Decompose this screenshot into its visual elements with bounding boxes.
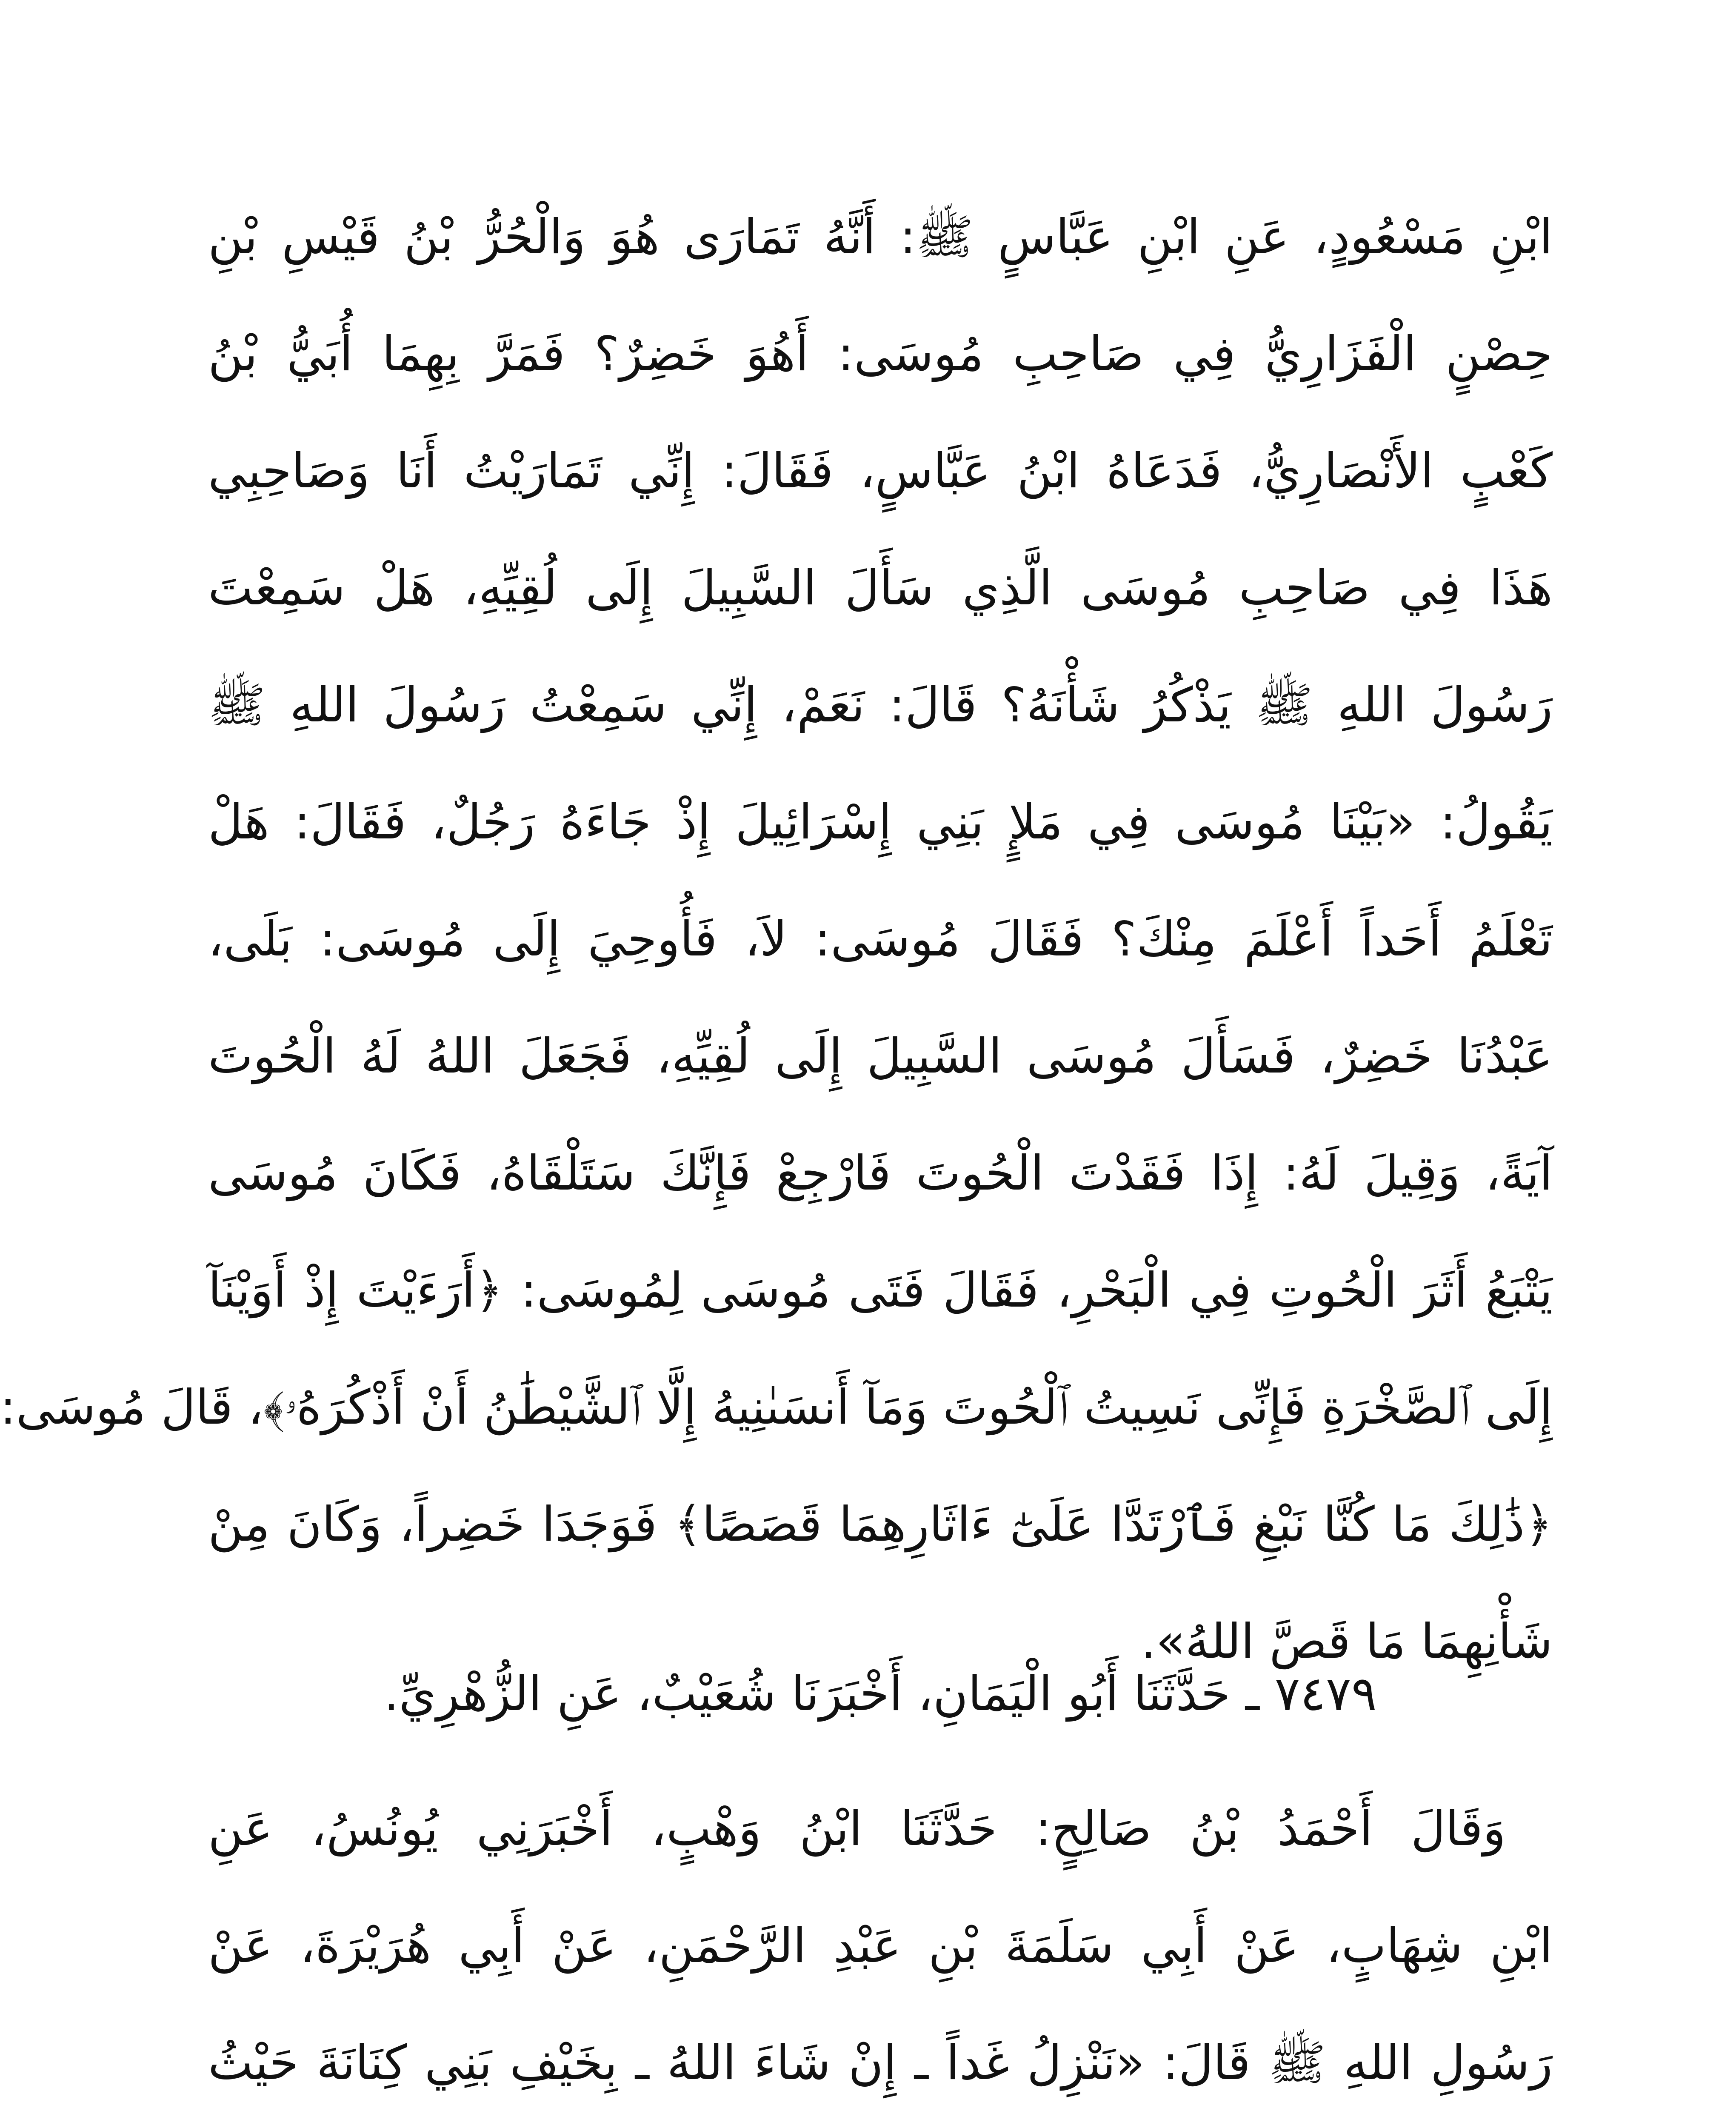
text-line: كَعْبٍ الأَنْصَارِيُّ، فَدَعَاهُ ابْنُ عَبَّاسٍ، فَقَالَ: إِنِّي تَمَارَيْتُ أَنَا وَصَاحِبِي [208, 443, 1553, 499]
text-line: حِصْنٍ الْفَزَارِيُّ فِي صَاحِبِ مُوسَى: أَهُوَ خَضِرٌ؟ فَمَرَّ بِهِمَا أُبَيُّ بْنُ [208, 326, 1553, 382]
text-line: إِلَى ٱلصَّخْرَةِ فَإِنِّى نَسِيتُ ٱلْحُوتَ وَمَآ أَنسَىٰنِيهُ إِلَّا ٱلشَّيْطَٰنُ أَنْ أَذْكُرَهُۥ﴾، قَالَ مُوسَى: [0, 1380, 1553, 1435]
passage-2 [208, 1770, 1553, 2128]
text-line [208, 2122, 1553, 2128]
text-line: يَقُولُ: «بَيْنَا مُوسَى فِي مَلإٍ بَنِي إِسْرَائِيلَ إِذْ جَاءَهُ رَجُلٌ، فَقَالَ: هَلْ [208, 795, 1553, 850]
text-line: وَقَالَ أَحْمَدُ بْنُ صَالِحٍ: حَدَّثَنَا ابْنُ وَهْبٍ، أَخْبَرَنِي يُونُسُ، عَنِ [208, 1801, 1506, 1856]
text-line: رَسُولَ اللهِ ﷺ يَذْكُرُ شَأْنَهُ؟ قَالَ: نَعَمْ، إِنِّي سَمِعْتُ رَسُولَ اللهِ ﷺ [208, 678, 1553, 733]
text-line: عَبْدُنَا خَضِرٌ، فَسَأَلَ مُوسَى السَّبِيلَ إِلَى لُقِيِّهِ، فَجَعَلَ اللهُ لَهُ الْحُوتَ [208, 1029, 1553, 1084]
text-line: شَأْنِهِمَا مَا قَصَّ اللهُ». [1141, 1614, 1553, 1669]
text-line: تَعْلَمُ أَحَداً أَعْلَمَ مِنْكَ؟ فَقَالَ مُوسَى: لاَ، فَأُوحِيَ إِلَى مُوسَى: بَلَى، [208, 912, 1553, 967]
text-line: رَسُولِ اللهِ ﷺ قَالَ: «نَنْزِلُ غَداً ـ إِنْ شَاءَ اللهُ ـ بِخَيْفِ بَنِي كِنَانَةَ حَيْثُ [208, 2035, 1553, 2091]
text-line: يَتْبَعُ أَثَرَ الْحُوتِ فِي الْبَحْرِ، فَقَالَ فَتَى مُوسَى لِمُوسَى: ﴿أَرَءَيْتَ إِذْ أَوَيْنَآ [208, 1263, 1553, 1318]
text-line: ابْنِ مَسْعُودٍ، عَنِ ابْنِ عَبَّاسٍ ﷺ: أَنَّهُ تَمَارَى هُوَ وَالْحُرُّ بْنُ قَيْسِ بْنِ [208, 209, 1553, 265]
text-line: ابْنِ شِهَابٍ، عَنْ أَبِي سَلَمَةَ بْنِ عَبْدِ الرَّحْمَنِ، عَنْ أَبِي هُرَيْرَةَ، عَنْ [208, 1918, 1553, 1974]
passage-1 [0, 179, 1553, 1700]
hadith-number-heading: ٧٤٧٩ ـ حَدَّثَنَا أَبُو الْيَمَانِ، أَخْبَرَنَا شُعَيْبٌ، عَنِ الزُّهْرِيِّ. [383, 1666, 1377, 1722]
text-line: هَذَا فِي صَاحِبِ مُوسَى الَّذِي سَأَلَ السَّبِيلَ إِلَى لُقِيِّهِ، هَلْ سَمِعْتَ [208, 561, 1553, 616]
text-line: ﴿ذَٰلِكَ مَا كُنَّا نَبْغِ فَٱرْتَدَّا عَلَىٰٓ ءَاثَارِهِمَا قَصَصًا﴾ فَوَجَدَا خَضِراً، وَكَانَ مِنْ [208, 1497, 1553, 1552]
text-line: آيَةً، وَقِيلَ لَهُ: إِذَا فَقَدْتَ الْحُوتَ فَارْجِعْ فَإِنَّكَ سَتَلْقَاهُ، فَكَانَ مُوسَى [208, 1146, 1553, 1201]
